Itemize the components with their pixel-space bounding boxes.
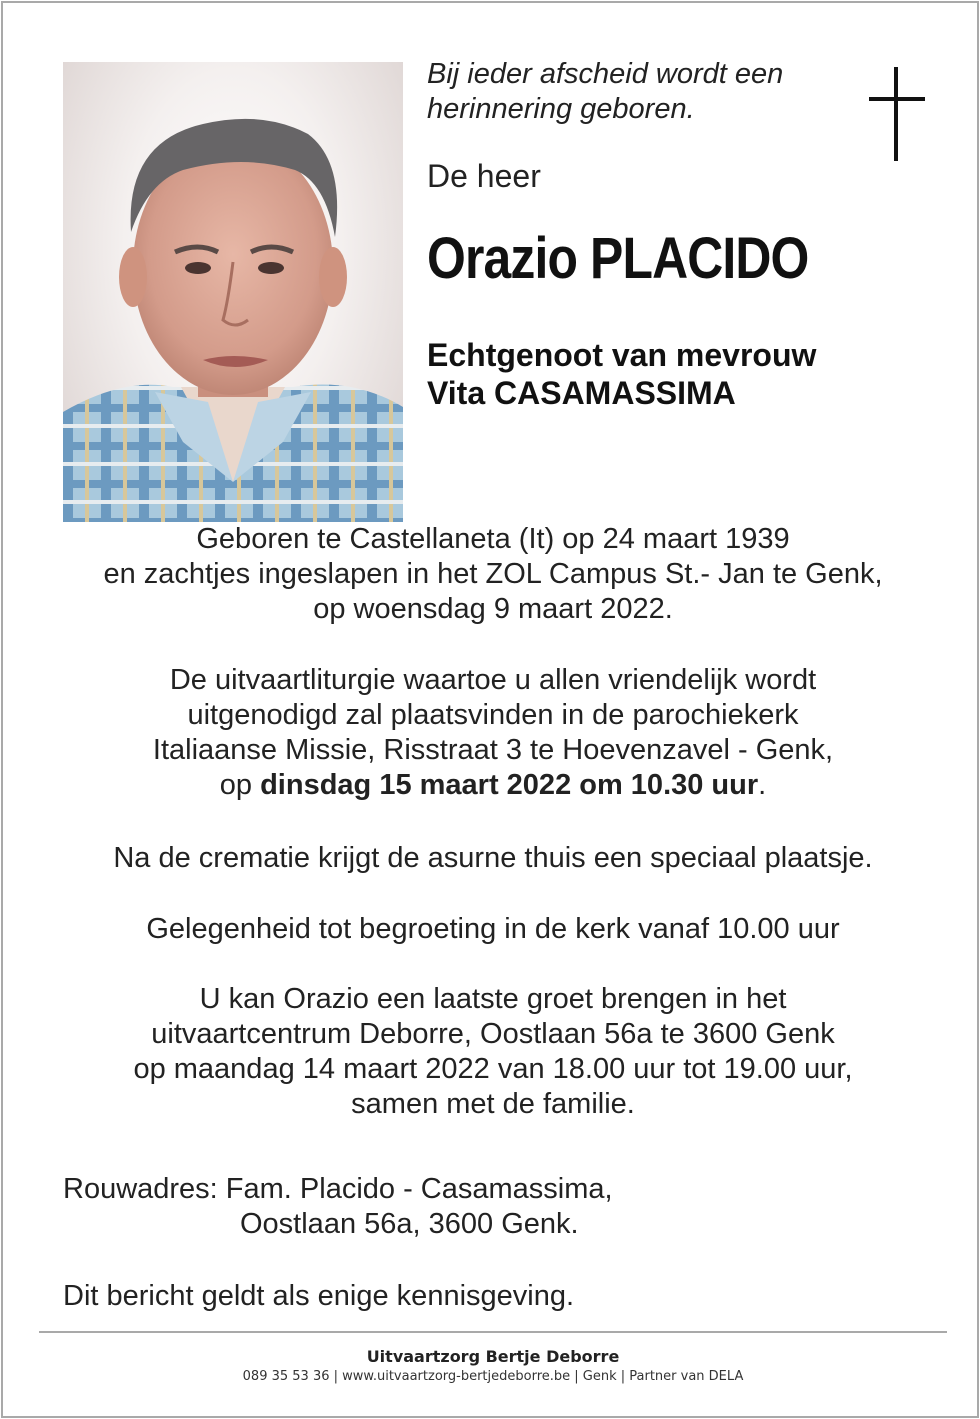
cross-vertical-bar bbox=[894, 67, 898, 161]
birth-death-line-2: en zachtjes ingeslapen in het ZOL Campus St.- Jan te Genk, bbox=[103, 558, 883, 590]
cross-icon bbox=[869, 67, 925, 161]
deceased-name: Orazio PLACIDO bbox=[427, 226, 809, 291]
birth-death-paragraph bbox=[43, 522, 943, 627]
cremation-text: Na de crematie krijgt de asurne thuis een speciaal plaatsje. bbox=[113, 842, 873, 874]
mourning-address bbox=[63, 1172, 613, 1242]
visitation-line-4: samen met de familie. bbox=[351, 1088, 635, 1120]
mourning-address-line-2: Oostlaan 56a, 3600 Genk. bbox=[240, 1208, 579, 1240]
motto-line-1: Bij ieder afscheid wordt een bbox=[427, 58, 784, 90]
visitation-paragraph bbox=[43, 982, 943, 1122]
notice-text: Dit bericht geldt als enige kennisgeving. bbox=[63, 1280, 575, 1312]
salutation: De heer bbox=[427, 158, 541, 194]
visitation-line-2: uitvaartcentrum Deborre, Oostlaan 56a te 3600 Genk bbox=[151, 1018, 835, 1050]
funeral-home-name: Uitvaartzorg Bertje Deborre bbox=[366, 1347, 620, 1366]
portrait-photo bbox=[63, 62, 403, 522]
motto-line-2: herinnering geboren. bbox=[427, 93, 695, 125]
motto-quote bbox=[427, 57, 847, 127]
birth-death-line-3: op woensdag 9 maart 2022. bbox=[313, 593, 673, 625]
funeral-line-4 bbox=[43, 768, 943, 803]
cross-horizontal-bar bbox=[869, 97, 925, 101]
funeral-line-4-suffix: . bbox=[758, 769, 767, 801]
footer-divider bbox=[39, 1331, 947, 1333]
condolence-text: Gelegenheid tot begroeting in de kerk vanaf 10.00 uur bbox=[146, 913, 840, 945]
funeral-line-2: uitgenodigd zal plaatsvinden in de parochiekerk bbox=[187, 699, 799, 731]
funeral-line-3: Italiaanse Missie, Risstraat 3 te Hoevenzavel - Genk, bbox=[152, 734, 834, 766]
spouse-info bbox=[427, 336, 816, 412]
funeral-line-1: De uitvaartliturgie waartoe u allen vriendelijk wordt bbox=[169, 664, 817, 696]
visitation-line-3: op maandag 14 maart 2022 van 18.00 uur tot 19.00 uur, bbox=[133, 1053, 853, 1085]
funeral-line-4-prefix: op bbox=[219, 769, 261, 801]
funeral-paragraph bbox=[43, 663, 943, 803]
visitation-line-1: U kan Orazio een laatste groet brengen in het bbox=[199, 983, 787, 1015]
spouse-line-1: Echtgenoot van mevrouw bbox=[427, 337, 817, 373]
portrait-illustration bbox=[63, 62, 403, 522]
funeral-date-time: dinsdag 15 maart 2022 om 10.30 uur bbox=[260, 769, 759, 801]
spouse-line-2: Vita CASAMASSIMA bbox=[427, 375, 736, 411]
obituary-card bbox=[1, 1, 979, 1418]
funeral-home-contact: 089 35 53 36 | www.uitvaartzorg-bertjedeborre.be | Genk | Partner van DELA bbox=[242, 1369, 744, 1384]
birth-death-line-1: Geboren te Castellaneta (It) op 24 maart 1939 bbox=[196, 523, 790, 555]
mourning-address-line-1: Rouwadres: Fam. Placido - Casamassima, bbox=[63, 1173, 613, 1205]
